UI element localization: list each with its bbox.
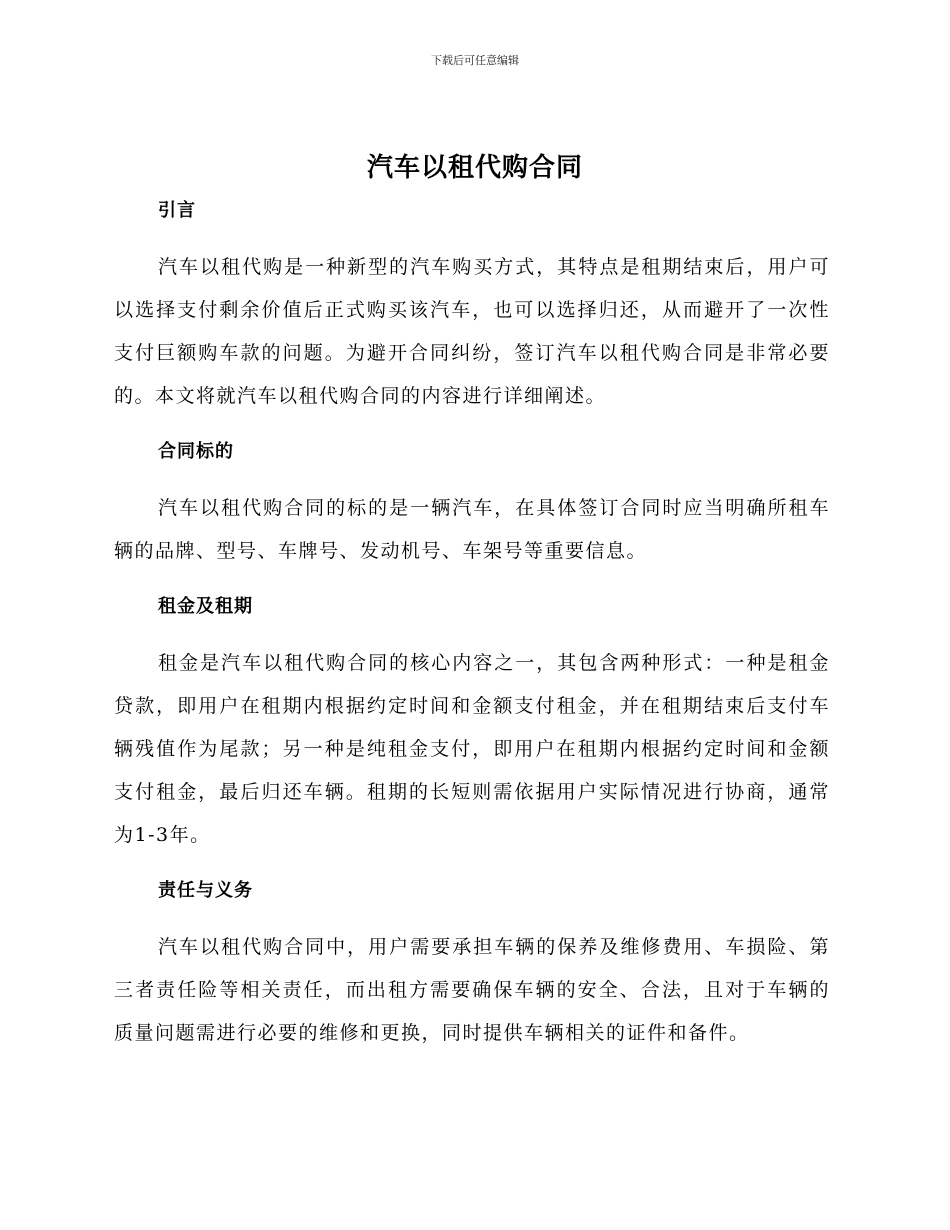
document-body: [114, 196, 830, 1055]
section-heading-responsibilities: 责任与义务: [158, 880, 253, 901]
section-heading-rent-and-term: 租金及租期: [158, 596, 253, 617]
section-heading-subject: 合同标的: [158, 441, 234, 462]
section-paragraph-subject: 汽车以租代购合同的标的是一辆汽车，在具体签订合同时应当明确所租车辆的品牌、型号、车牌号、发动机号、车架号等重要信息。: [114, 497, 830, 562]
document-title: 汽车以租代购合同: [366, 153, 583, 183]
section-heading-introduction: 引言: [158, 200, 196, 221]
header-note: 下载后可任意编辑: [431, 54, 519, 67]
section-paragraph-rent-and-term: 租金是汽车以租代购合同的核心内容之一，其包含两种形式：一种是租金贷款，即用户在租期内根据约定时间和金额支付租金，并在租期结束后支付车辆残值作为尾款；另一种是纯租金支付，即用户在租期内根据约定时间和金额支付租金，最后归还车辆。租期的长短则需依据用户实际情况进行协商，通常为1-3年。: [114, 652, 830, 846]
section-paragraph-responsibilities: 汽车以租代购合同中，用户需要承担车辆的保养及维修费用、车损险、第三者责任险等相关责任，而出租方需要确保车辆的安全、合法，且对于车辆的质量问题需进行必要的维修和更换，同时提供车辆相关的证件和备件。: [114, 936, 830, 1044]
section-paragraph-introduction: 汽车以租代购是一种新型的汽车购买方式，其特点是租期结束后，用户可以选择支付剩余价值后正式购买该汽车，也可以选择归还，从而避开了一次性支付巨额购车款的问题。为避开合同纠纷，签订汽车以租代购合同是非常必要的。本文将就汽车以租代购合同的内容进行详细阐述。: [114, 256, 830, 407]
